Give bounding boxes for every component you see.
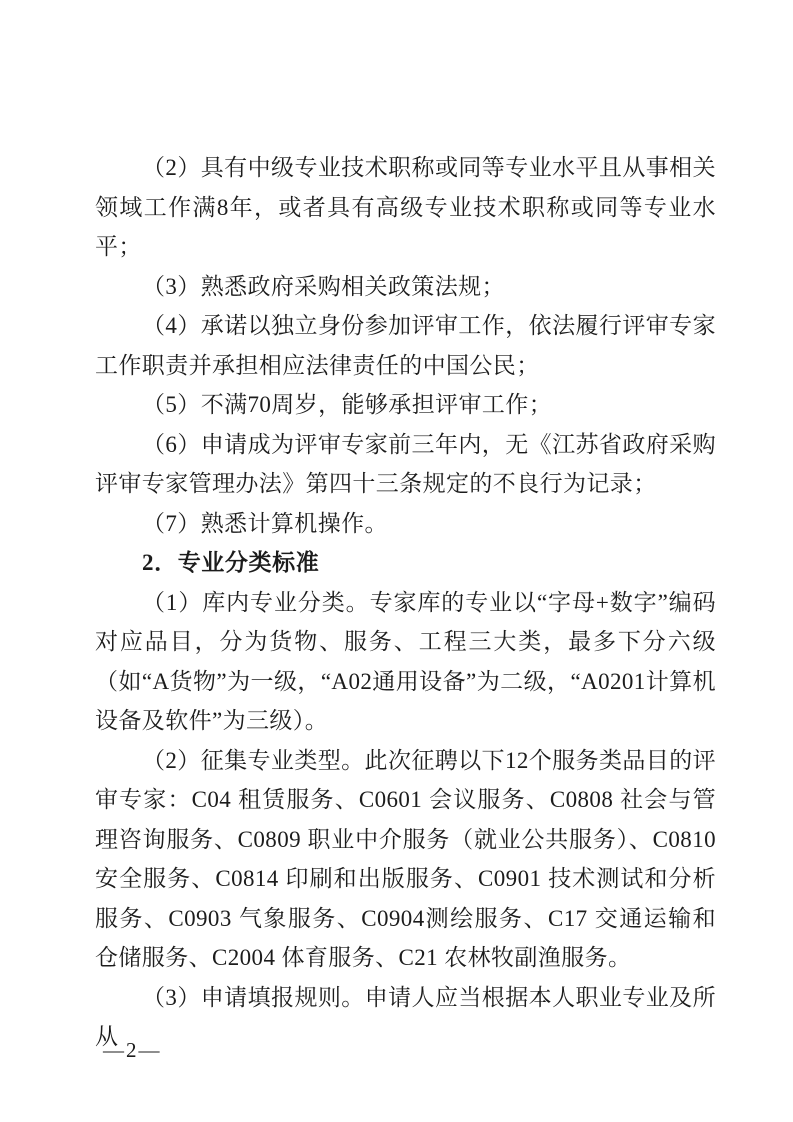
paragraph: （3）熟悉政府采购相关政策法规；	[142, 273, 505, 299]
document-body	[95, 148, 716, 1057]
paragraph: （7）熟悉计算机操作。	[142, 510, 388, 536]
paragraph: （1）库内专业分类。专家库的专业以“字母+数字”编码对应品目，分为货物、服务、工程三大类，最多下分六级（如“A货物”为一级，“A02通用设备”为二级，“A0201计算机设备及软件”为三级）。	[95, 589, 716, 733]
section-heading: 2．专业分类标准	[142, 550, 320, 575]
paragraph: （5）不满70周岁，能够承担评审工作；	[142, 392, 553, 417]
paragraph: （6）申请成为评审专家前三年内，无《江苏省政府采购评审专家管理办法》第四十三条规定的不良行为记录；	[95, 431, 716, 496]
paragraph: （2）征集专业类型。此次征聘以下12个服务类品目的评审专家：C04 租赁服务、C0601 会议服务、C0808 社会与管理咨询服务、C0809 职业中介服务（就业公共服务）、C0810 安全服务、C0814 印刷和出版服务、C0901 技术测试和分析服务、C0903 气象服务、C0904测绘服务、C17 交通运输和仓储服务、C2004 体育服务、C21 农林牧副渔服务。	[95, 747, 716, 970]
paragraph: （2）具有中级专业技术职称或同等专业水平且从事相关领域工作满8年，或者具有高级专业技术职称或同等专业水平；	[95, 155, 716, 259]
paragraph: （3）申请填报规则。申请人应当根据本人职业专业及所从	[95, 984, 716, 1049]
page-number: —2—	[103, 1038, 162, 1062]
paragraph: （4）承诺以独立身份参加评审工作，依法履行评审专家工作职责并承担相应法律责任的中国公民；	[95, 313, 716, 378]
